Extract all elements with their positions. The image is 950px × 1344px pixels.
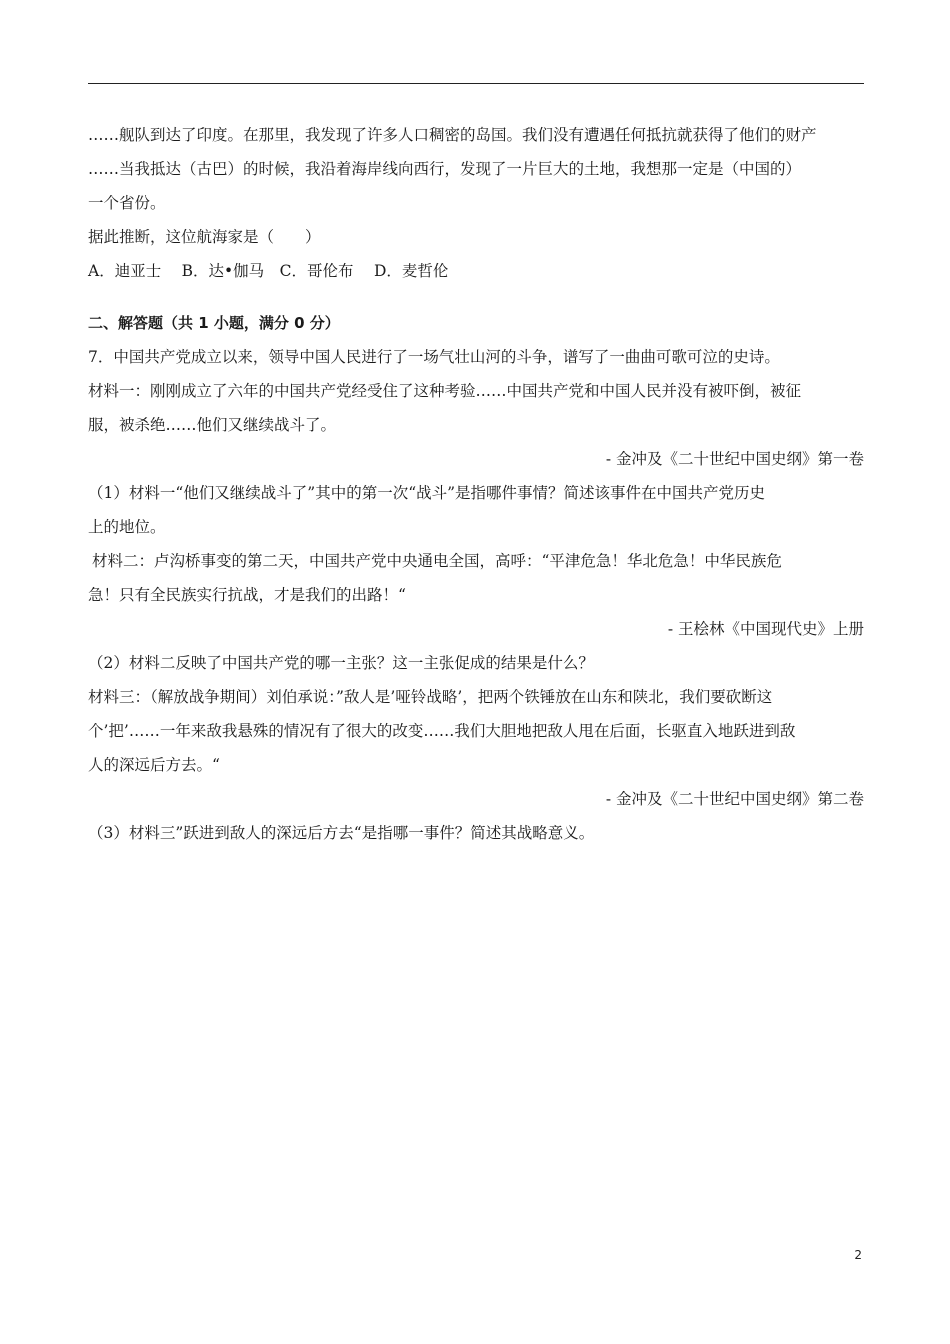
q7-intro: 7．中国共产党成立以来，领导中国人民进行了一场气壮山河的斗争，谱写了一曲曲可歌可泣的史诗。 <box>88 348 780 366</box>
material1-line-1: 材料一：刚刚成立了六年的中国共产党经受住了这种考验……中国共产党和中国人民并没有被吓倒，被征 <box>88 382 802 400</box>
question1-line-2: 上的地位。 <box>88 518 166 536</box>
q6-line-3: 一个省份。 <box>88 194 166 212</box>
section-title: 二、解答题（共 1 小题，满分 0 分） <box>88 314 340 332</box>
page-number: 2 <box>854 1248 862 1262</box>
header-rule <box>88 83 864 84</box>
question1-line-1: （1）材料一“他们又继续战斗了”其中的第一次“战斗”是指哪件事情？简述该事件在中国共产党历史 <box>88 484 766 502</box>
document-body <box>88 118 864 850</box>
material3-line-2: 个’把’……一年来敌我悬殊的情况有了很大的改变……我们大胆地把敌人甩在后面，长驱直入地跃进到敌 <box>88 722 796 740</box>
q6-line-2: ……当我抵达（古巴）的时候，我沿着海岸线向西行，发现了一片巨大的土地，我想那一定是（中国的） <box>88 160 802 178</box>
q6-line-1: ……舰队到达了印度。在那里，我发现了许多人口稠密的岛国。我们没有遭遇任何抵抗就获得了他们的财产 <box>88 126 817 144</box>
q6-options: A．迪亚士 B．达•伽马 C．哥伦布 D．麦哲伦 <box>88 262 449 280</box>
material3-source: - 金冲及《二十世纪中国史纲》第二卷 <box>605 790 864 808</box>
material1-line-2: 服，被杀绝……他们又继续战斗了。 <box>88 416 337 434</box>
material3-line-1: 材料三：（解放战争期间）刘伯承说：”敌人是’哑铃战略’，把两个铁锤放在山东和陕北，我们要砍断这 <box>88 688 773 706</box>
material2-source: - 王桧林《中国现代史》上册 <box>667 620 864 638</box>
question2: （2）材料二反映了中国共产党的哪一主张？这一主张促成的结果是什么？ <box>88 654 594 672</box>
material2-line-2: 急！只有全民族实行抗战，才是我们的出路！“ <box>88 586 406 604</box>
material2-line-1: 材料二：卢沟桥事变的第二天，中国共产党中央通电全国，高呼：“平津危急！华北危急！中华民族危 <box>92 552 782 570</box>
material3-line-3: 人的深远后方去。“ <box>88 756 220 774</box>
material1-source: - 金冲及《二十世纪中国史纲》第一卷 <box>605 450 864 468</box>
question3: （3）材料三”跃进到敌人的深远后方去“是指哪一事件？简述其战略意义。 <box>88 824 595 842</box>
q6-question: 据此推断，这位航海家是（ ） <box>88 228 321 246</box>
